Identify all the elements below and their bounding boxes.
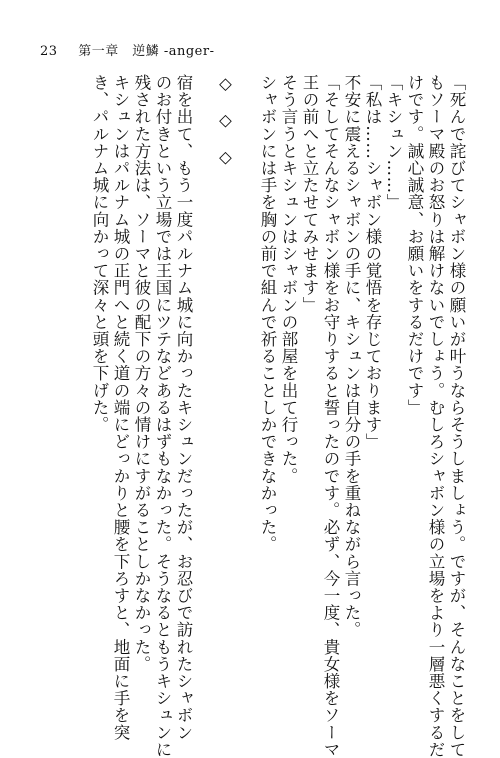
text-column: 「私は……シャボン様の覚悟を存じております」 [363, 74, 382, 451]
text-column: のお付きという立場では王国にツテなどあるはずもなかった。そうなるともうキシュンに [153, 74, 172, 758]
page-number: 23 [40, 44, 58, 59]
text-column: 「死んで詫びてシャボン様の願いが叶うならそうしましょう。ですが、そんなことをして [447, 74, 466, 758]
text-column: もソーマ殿のお怒りは解けないでしょう。むしろシャボン様の立場をより一層悪くするだ [426, 74, 445, 758]
text-column: 残された方法は、ソーマと彼の配下の方々の情けにすがることしかなかった。 [132, 74, 151, 673]
vertical-body-text [89, 74, 467, 758]
blank-column [194, 74, 215, 684]
text-column: 「そしてそんなシャボン様をお守りすると誓ったのです。必ず、今一度、貴女様をソーマ [321, 74, 340, 758]
text-column: き、パルナム城に向かって深々と頭を下げた。 [90, 74, 109, 434]
text-column: 不安に震えるシャボンの手に、キシュンは自分の手を重ねながら言った。 [342, 74, 361, 639]
text-column: シャボンには手を胸の前で組んで祈ることしかできなかった。 [258, 74, 277, 553]
text-column: 王の前へと立たせてみせます」 [300, 74, 319, 314]
text-column: 「キシュン……」 [384, 74, 403, 211]
blank-column [236, 74, 257, 684]
chapter-title: 第一章 逆鱗 -anger- [78, 44, 215, 59]
text-column: 宿を出て、もう一度パルナム城に向かったキシュンだったが、お忍びで訪れたシャボン [174, 74, 193, 741]
running-header [40, 40, 214, 59]
text-column: そう言うとキシュンはシャボンの部屋を出て行った。 [279, 74, 298, 485]
scene-break-marker: ◇ ◇ ◇ [216, 74, 235, 167]
text-column: キシュンはパルナム城の正門へと続く道の端にどっかりと腰を下ろすと、地面に手を突 [111, 74, 130, 741]
text-column: けです。誠心誠意、お願いをするだけです」 [405, 74, 424, 416]
